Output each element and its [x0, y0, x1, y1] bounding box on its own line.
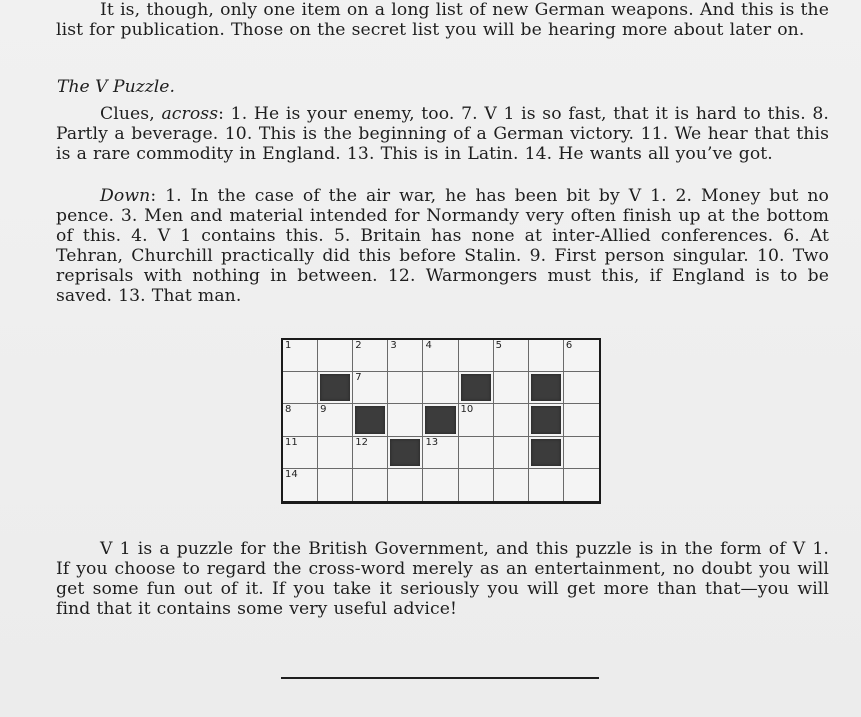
across-clues-text: : 1. He is your enemy, too. 7. V 1 is so fast, that it is hard to this. 8. Partly a beverage. 10. This is the beginning of a German victory. 11. We hear that this is a rare commodity in England. 13. This is in Latin. 14. He wants all you’ve got. — [56, 104, 829, 164]
grid-cell — [459, 469, 494, 501]
grid-cell — [423, 437, 458, 469]
grid-cell — [423, 372, 458, 404]
across-clues-paragraph — [56, 104, 829, 164]
black-square — [318, 372, 353, 404]
black-square — [529, 372, 564, 404]
grid-cell — [564, 437, 599, 469]
grid-cell — [318, 437, 353, 469]
closing-text: V 1 is a puzzle for the British Government, and this puzzle is in the form of V 1. If you choose to regard the cross-word merely as an entertainment, no doubt you will get some fun out of it. If you take it seriously you will get more than that—you will find that it contains some very useful advice! — [56, 539, 829, 619]
grid-cell — [459, 404, 494, 436]
grid-cell — [494, 372, 529, 404]
grid-cell — [388, 340, 423, 372]
grid-cell — [318, 404, 353, 436]
grid-cell — [564, 372, 599, 404]
clue-number: 1 — [285, 340, 292, 351]
grid-cell — [494, 469, 529, 501]
grid-cell — [564, 340, 599, 372]
grid-cell — [494, 340, 529, 372]
grid-cell — [423, 340, 458, 372]
section-divider — [281, 677, 599, 679]
crossword-cells — [283, 340, 599, 501]
intro-text: It is, though, only one item on a long list of new German weapons. And this is the list for publication. Those on the secret list you will be hearing more about later on. — [56, 0, 829, 40]
clue-number: 8 — [285, 404, 292, 416]
clue-number: 10 — [460, 404, 474, 416]
down-word: Down — [100, 186, 151, 206]
black-square — [388, 437, 423, 469]
clue-number: 11 — [285, 436, 298, 448]
clue-number: 2 — [355, 340, 362, 351]
clue-number: 6 — [565, 340, 573, 351]
across-label: Clues, — [100, 104, 155, 124]
grid-cell — [283, 469, 318, 501]
black-square — [529, 404, 564, 436]
clue-number: 5 — [495, 340, 503, 351]
grid-cell — [564, 469, 599, 501]
grid-cell — [318, 340, 353, 372]
grid-cell — [494, 404, 529, 436]
grid-cell — [494, 437, 529, 469]
clue-number: 12 — [355, 436, 368, 448]
grid-cell — [283, 404, 318, 436]
grid-cell — [423, 469, 458, 501]
grid-cell — [283, 437, 318, 469]
intro-paragraph — [56, 0, 829, 40]
grid-cell — [564, 404, 599, 436]
clue-number: 7 — [355, 372, 362, 384]
crossword-grid — [281, 338, 601, 504]
clue-number: 4 — [425, 340, 432, 351]
grid-cell — [318, 469, 353, 501]
across-word: across — [161, 104, 219, 124]
puzzle-title: The V Puzzle. — [57, 77, 175, 97]
grid-cell — [283, 372, 318, 404]
grid-cell — [353, 437, 388, 469]
grid-cell — [388, 404, 423, 436]
black-square — [529, 437, 564, 469]
clue-number: 9 — [320, 404, 327, 416]
grid-cell — [283, 340, 318, 372]
grid-cell — [388, 372, 423, 404]
down-clues-text: : 1. In the case of the air war, he has been bit by V 1. 2. Money but no pence. 3. Men and material intended for Normandy very often finish up at the bottom of this. 4. V 1 contains this. 5. Britain has none at inter-Allied conferences. 6. At Tehran, Churchill practically did this before Stalin. 9. First person singular. 10. Two reprisals with nothing in between. 12. Warmongers must this, if England is to be saved. 13. That man. — [56, 186, 829, 306]
black-square — [353, 404, 388, 436]
grid-cell — [529, 469, 564, 501]
clue-number: 3 — [390, 340, 397, 351]
clue-number: 14 — [285, 468, 298, 480]
clue-number: 13 — [425, 436, 439, 448]
down-clues-paragraph — [56, 186, 829, 306]
grid-cell — [353, 340, 388, 372]
grid-cell — [388, 469, 423, 501]
closing-paragraph — [56, 539, 829, 619]
grid-cell — [353, 469, 388, 501]
grid-cell — [459, 437, 494, 469]
black-square — [423, 404, 458, 436]
black-square — [459, 372, 494, 404]
grid-cell — [459, 340, 494, 372]
grid-cell — [529, 340, 564, 372]
grid-cell — [353, 372, 388, 404]
